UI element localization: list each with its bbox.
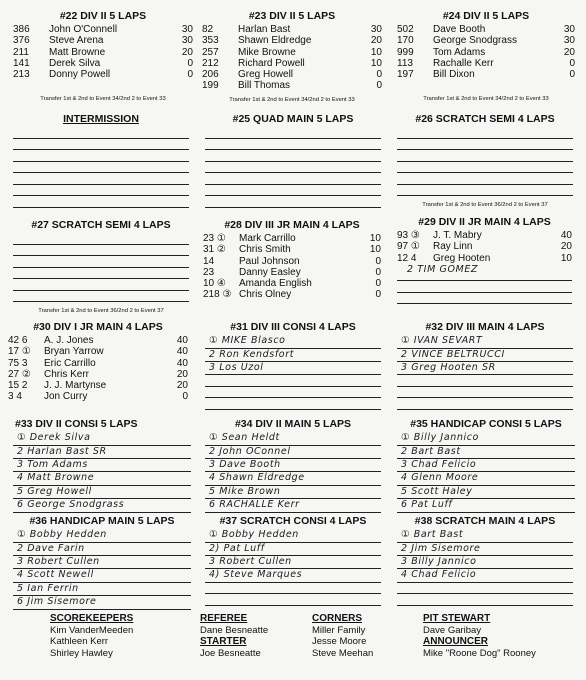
entry-row: 82 Harlan Bast 30 (202, 24, 382, 36)
staff-heading: PIT STEWART (423, 613, 491, 624)
event-title: #28 DIV III JR MAIN 4 LAPS (224, 219, 360, 231)
entry-row: 113 Rachalle Kerr 0 (397, 57, 575, 69)
staff-name: Shirley Hawley (50, 647, 113, 659)
entry-row: 93 ③ J. T. Mabry 40 (397, 230, 572, 242)
handwritten-entry: 2) Pat Luff (205, 543, 381, 556)
staff-name: Steve Meehan (312, 647, 374, 659)
entry-row: 23 Danny Easley 0 (203, 266, 381, 278)
event-title: #32 DIV III MAIN 4 LAPS (425, 321, 545, 333)
transfer-note: Transfer 1st & 2nd to Event 34/2nd 2 to Event 33 (40, 96, 166, 103)
handwritten-entry: ① Derek Silva (13, 432, 191, 445)
intermission (13, 114, 189, 208)
event-title: #33 DIV II CONSI 5 LAPS (15, 418, 138, 430)
handwritten-entry: 2 TIM GOMEZ (407, 263, 479, 275)
event-title: #23 DIV II 5 LAPS (248, 10, 336, 22)
entry-row: 42 6 A. J. Jones 40 (8, 335, 188, 347)
entry-row: 212 Richard Powell 10 (202, 57, 382, 69)
entry-row: 386 John O'Connell 30 (13, 24, 193, 36)
handwritten-entry: 2 Harlan Bast SR (13, 446, 191, 459)
handwritten-entry: ① MIKE Blasco (205, 335, 381, 348)
handwritten-entry: 2 Bart Bast (397, 446, 575, 459)
staff-heading: ANNOUNCER (423, 636, 488, 647)
event-title: #31 DIV III CONSI 4 LAPS (230, 321, 356, 333)
staff-heading: SCOREKEEPERS (50, 613, 134, 624)
handwritten-entry: 4) Steve Marques (205, 569, 381, 582)
event-title: #24 DIV II 5 LAPS (442, 10, 530, 22)
handwritten-entry: 5 Greg Howell (13, 486, 191, 499)
entry-row: 23 ① Mark Carrillo 10 (203, 233, 381, 245)
handwritten-entry: 3 Dave Booth (205, 459, 381, 472)
staff-name: Kathleen Kerr (50, 636, 109, 647)
event-31 (205, 322, 381, 410)
handwritten-entry: 6 George Snodgrass (13, 499, 191, 512)
staff-name: Miller Family (312, 624, 366, 636)
staff-scorekeepers (50, 613, 133, 659)
event-23 (202, 11, 382, 107)
event-37 (205, 516, 381, 606)
handwritten-entry: ① Bart Bast (397, 529, 573, 542)
event-24 (397, 11, 575, 105)
event-title: #29 DIV II JR MAIN 4 LAPS (418, 216, 551, 228)
staff-name: Dave Garibay (423, 624, 482, 636)
handwritten-entry: 3 Los Uzol (205, 362, 381, 375)
transfer-note: Transfer 1st & 2nd to Event 34/2nd 2 to Event 33 (229, 97, 355, 104)
entry-row: 14 Paul Johnson 0 (203, 255, 381, 267)
entry-row: 213 Donny Powell 0 (13, 68, 193, 80)
entry-row: 170 George Snodgrass 30 (397, 35, 575, 47)
event-22 (13, 11, 193, 105)
event-title: #26 SCRATCH SEMI 4 LAPS (415, 113, 555, 125)
handwritten-entry: 2 John OConnel (205, 446, 381, 459)
handwritten-entry: 4 Matt Browne (13, 472, 191, 485)
event-27 (13, 220, 189, 317)
staff-heading: CORNERS (312, 613, 363, 624)
staff-name: Jesse Moore (312, 636, 367, 647)
event-title: #36 HANDICAP MAIN 5 LAPS (29, 515, 175, 527)
entry-row: 10 ④ Amanda English 0 (203, 277, 381, 289)
handwritten-entry: ① Billy Jannico (397, 432, 575, 445)
entry-row: 27 ② Chris Kerr 20 (8, 368, 188, 380)
handwritten-entry: 5 Scott Haley (397, 486, 575, 499)
handwritten-entry: 3 Tom Adams (13, 459, 191, 472)
staff-corners (312, 613, 373, 659)
handwritten-entry: 3 Robert Cullen (205, 556, 381, 569)
entry-row: 999 Tom Adams 20 (397, 46, 575, 58)
handwritten-entry: 2 Dave Farin (13, 543, 191, 556)
transfer-note: Transfer 1st & 2nd to Event 36/2nd 2 to Event 37 (422, 202, 548, 209)
entry-row: 197 Bill Dixon 0 (397, 68, 575, 80)
entry-row: 206 Greg Howell 0 (202, 68, 382, 80)
entry-row: 17 ① Bryan Yarrow 40 (8, 346, 188, 358)
handwritten-entry: 3 Greg Hooten SR (397, 362, 573, 375)
handwritten-entry: 5 Mike Brown (205, 486, 381, 499)
handwritten-entry: ① IVAN SEVART (397, 335, 573, 348)
entry-row: 376 Steve Arena 30 (13, 35, 193, 47)
staff-heading: STARTER (200, 636, 247, 647)
handwritten-entry: 2 Jim Sisemore (397, 543, 573, 556)
handwritten-entry: 6 Jim Sisemore (13, 596, 191, 609)
event-38 (397, 516, 573, 606)
entry-row: 353 Shawn Eldredge 20 (202, 35, 382, 47)
event-title: #34 DIV II MAIN 5 LAPS (234, 418, 352, 430)
entry-row: 15 2 J. J. Martynse 20 (8, 379, 188, 391)
staff-heading: REFEREE (200, 613, 248, 624)
event-title: #38 SCRATCH MAIN 4 LAPS (414, 515, 556, 527)
entry-row: 12 4 Greg Hooten 10 (397, 252, 572, 264)
handwritten-entry: 2 Ron Kendsfort (205, 349, 381, 362)
staff-pit-announcer (423, 613, 536, 659)
entry-row: 97 ① Ray Linn 20 (397, 241, 572, 253)
handwritten-entry: 6 Pat Luff (397, 499, 575, 512)
entry-row: 211 Matt Browne 20 (13, 46, 193, 58)
handwritten-entry: ① Bobby Hedden (13, 529, 191, 542)
transfer-note: Transfer 1st & 2nd to Event 36/2nd 2 to Event 37 (38, 308, 164, 315)
handwritten-entry: 5 Ian Ferrin (13, 583, 191, 596)
handwritten-entry: 4 Glenn Moore (397, 472, 575, 485)
staff-name: Joe Besneatte (200, 647, 261, 659)
handwritten-entry: 4 Chad Felicio (397, 569, 573, 582)
event-30 (8, 322, 188, 402)
handwritten-entry: 4 Scott Newell (13, 569, 191, 582)
handwritten-entry: ① Bobby Hedden (205, 529, 381, 542)
entry-row: 31 ② Chris Smith 10 (203, 244, 381, 256)
staff-name: Mike "Roone Dog" Rooney (423, 647, 536, 659)
handwritten-entry: 3 Billy Jannico (397, 556, 573, 569)
handwritten-entry: 4 Shawn Eldredge (205, 472, 381, 485)
event-35 (397, 419, 575, 513)
transfer-note: Transfer 1st & 2nd to Event 34/2nd 2 to Event 33 (423, 96, 549, 103)
entry-row: 257 Mike Browne 10 (202, 46, 382, 58)
event-title: #27 SCRATCH SEMI 4 LAPS (31, 219, 171, 231)
staff-name: Dane Besneatte (200, 624, 269, 636)
event-title: INTERMISSION (63, 113, 139, 125)
handwritten-entry: 3 Robert Cullen (13, 556, 191, 569)
entry-row: 199 Bill Thomas 0 (202, 80, 382, 92)
event-title: #22 DIV II 5 LAPS (59, 10, 147, 22)
entry-row: 3 4 Jon Curry 0 (8, 391, 188, 403)
event-32 (397, 322, 573, 410)
staff-name: Kim VanderMeeden (50, 624, 134, 636)
event-title: #25 QUAD MAIN 5 LAPS (232, 113, 354, 125)
event-34 (205, 419, 381, 513)
event-title: #37 SCRATCH CONSI 4 LAPS (219, 515, 367, 527)
entry-row: 141 Derek Silva 0 (13, 57, 193, 69)
event-36 (13, 516, 191, 610)
handwritten-entry: ① Sean Heldt (205, 432, 381, 445)
event-33 (13, 419, 191, 513)
handwritten-entry: 6 RACHALLE Kerr (205, 499, 381, 512)
event-title: #30 DIV I JR MAIN 4 LAPS (33, 321, 163, 333)
event-25 (205, 114, 381, 208)
event-title: #35 HANDICAP CONSI 5 LAPS (410, 418, 562, 430)
event-29 (397, 217, 572, 304)
handwritten-entry: 3 Chad Felicio (397, 459, 575, 472)
entry-row: 502 Dave Booth 30 (397, 24, 575, 36)
staff-referee-starter (200, 613, 268, 659)
event-28 (203, 220, 381, 300)
event-26 (397, 114, 573, 211)
entry-row: 75 3 Eric Carrillo 40 (8, 357, 188, 369)
entry-row: 218 ③ Chris Olney 0 (203, 289, 381, 301)
handwritten-entry: 2 VINCE BELTRUCCI (397, 349, 573, 362)
